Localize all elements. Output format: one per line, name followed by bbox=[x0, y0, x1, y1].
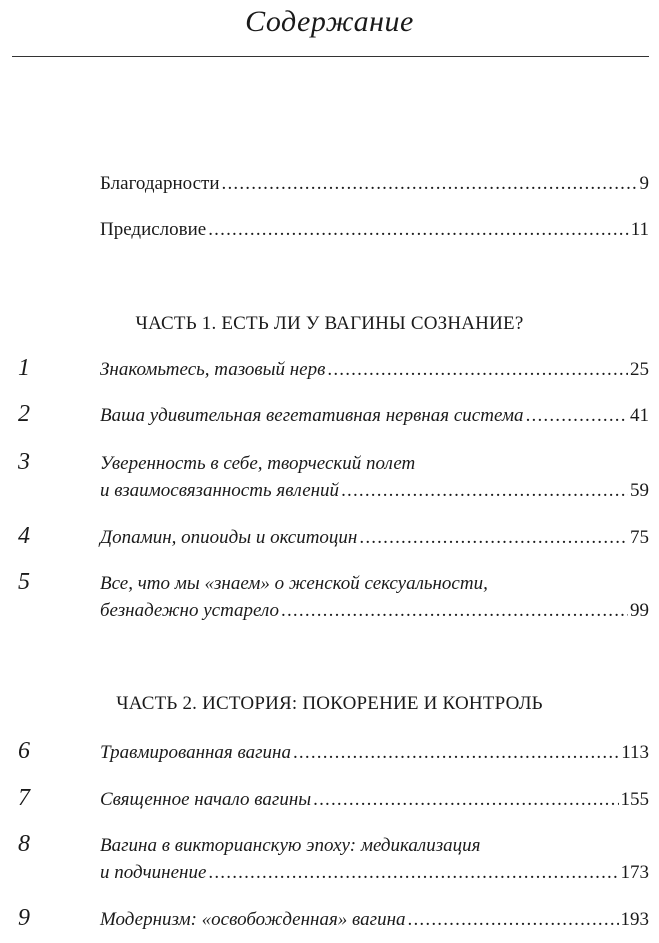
chapter-number: 2 bbox=[18, 401, 30, 427]
toc-entry-title: Травмированная вагина bbox=[100, 742, 291, 763]
toc-entry-title: Предисловие bbox=[100, 219, 207, 240]
toc-entry-title: Священное начало вагины bbox=[100, 789, 312, 810]
dot-leader bbox=[208, 859, 618, 886]
chapter-number: 4 bbox=[18, 523, 30, 549]
toc-entry-title: Знакомьтесь, тазовый нерв bbox=[100, 359, 326, 380]
toc-entry-chapter-4[interactable] bbox=[100, 524, 649, 551]
toc-page-number: 41 bbox=[630, 405, 649, 426]
title-divider bbox=[12, 56, 649, 57]
toc-entry-title-line: Вагина в викторианскую эпоху: медикализация bbox=[100, 835, 481, 856]
dot-leader bbox=[341, 477, 628, 504]
dot-leader bbox=[313, 786, 618, 813]
part-heading-1: ЧАСТЬ 1. ЕСТЬ ЛИ У ВАГИНЫ СОЗНАНИЕ? bbox=[135, 313, 524, 334]
toc-page-number: 113 bbox=[621, 742, 649, 763]
toc-entry-acknowledgements[interactable] bbox=[100, 170, 649, 197]
dot-leader bbox=[222, 170, 638, 197]
toc-entry-chapter-7[interactable] bbox=[100, 786, 649, 813]
chapter-number: 9 bbox=[18, 905, 30, 931]
toc-page-number: 59 bbox=[630, 480, 649, 501]
toc-entry-title: Ваша удивительная вегетативная нервная система bbox=[100, 405, 524, 426]
part-heading-2: ЧАСТЬ 2. ИСТОРИЯ: ПОКОРЕНИЕ И КОНТРОЛЬ bbox=[116, 693, 543, 714]
toc-page-number: 25 bbox=[630, 359, 649, 380]
toc-entry-chapter-3[interactable] bbox=[100, 450, 649, 504]
chapter-number: 5 bbox=[18, 569, 30, 595]
toc-page-number: 173 bbox=[620, 862, 649, 883]
toc-page-number: 9 bbox=[639, 173, 649, 194]
dot-leader bbox=[526, 402, 628, 429]
toc-entry-chapter-1[interactable] bbox=[100, 356, 649, 383]
dot-leader bbox=[359, 524, 628, 551]
toc-entry-preface[interactable] bbox=[100, 216, 649, 243]
toc-entry-chapter-5[interactable] bbox=[100, 570, 649, 624]
toc-entry-chapter-9[interactable] bbox=[100, 906, 649, 933]
toc-entry-title-line: Все, что мы «знаем» о женской сексуальности, bbox=[100, 573, 488, 594]
page-title: Содержание bbox=[245, 5, 414, 38]
chapter-number: 3 bbox=[18, 449, 30, 475]
toc-entry-title: Благодарности bbox=[100, 173, 220, 194]
dot-leader bbox=[293, 739, 619, 766]
dot-leader bbox=[281, 597, 628, 624]
toc-entry-title: Модернизм: «освобожденная» вагина bbox=[100, 909, 406, 930]
toc-page-number: 75 bbox=[630, 527, 649, 548]
toc-page-number: 11 bbox=[630, 219, 649, 240]
toc-page-number: 99 bbox=[630, 600, 649, 621]
chapter-number: 7 bbox=[18, 785, 30, 811]
toc-page-number: 155 bbox=[620, 789, 649, 810]
dot-leader bbox=[408, 906, 619, 933]
chapter-number: 8 bbox=[18, 831, 30, 857]
toc-entry-title-line: и взаимосвязанность явлений bbox=[100, 480, 340, 501]
chapter-number: 6 bbox=[18, 738, 30, 764]
dot-leader bbox=[208, 216, 628, 243]
toc-entry-title: Допамин, опиоиды и окситоцин bbox=[100, 527, 358, 548]
toc-entry-chapter-2[interactable] bbox=[100, 402, 649, 429]
toc-page-number: 193 bbox=[620, 909, 649, 930]
toc-entry-title-line: и подчинение bbox=[100, 862, 207, 883]
chapter-number: 1 bbox=[18, 355, 30, 381]
toc-entry-chapter-6[interactable] bbox=[100, 739, 649, 766]
toc-entry-title-line: безнадежно устарело bbox=[100, 600, 280, 621]
toc-entry-chapter-8[interactable] bbox=[100, 832, 649, 886]
toc-entry-title-line: Уверенность в себе, творческий полет bbox=[100, 453, 416, 474]
dot-leader bbox=[327, 356, 628, 383]
